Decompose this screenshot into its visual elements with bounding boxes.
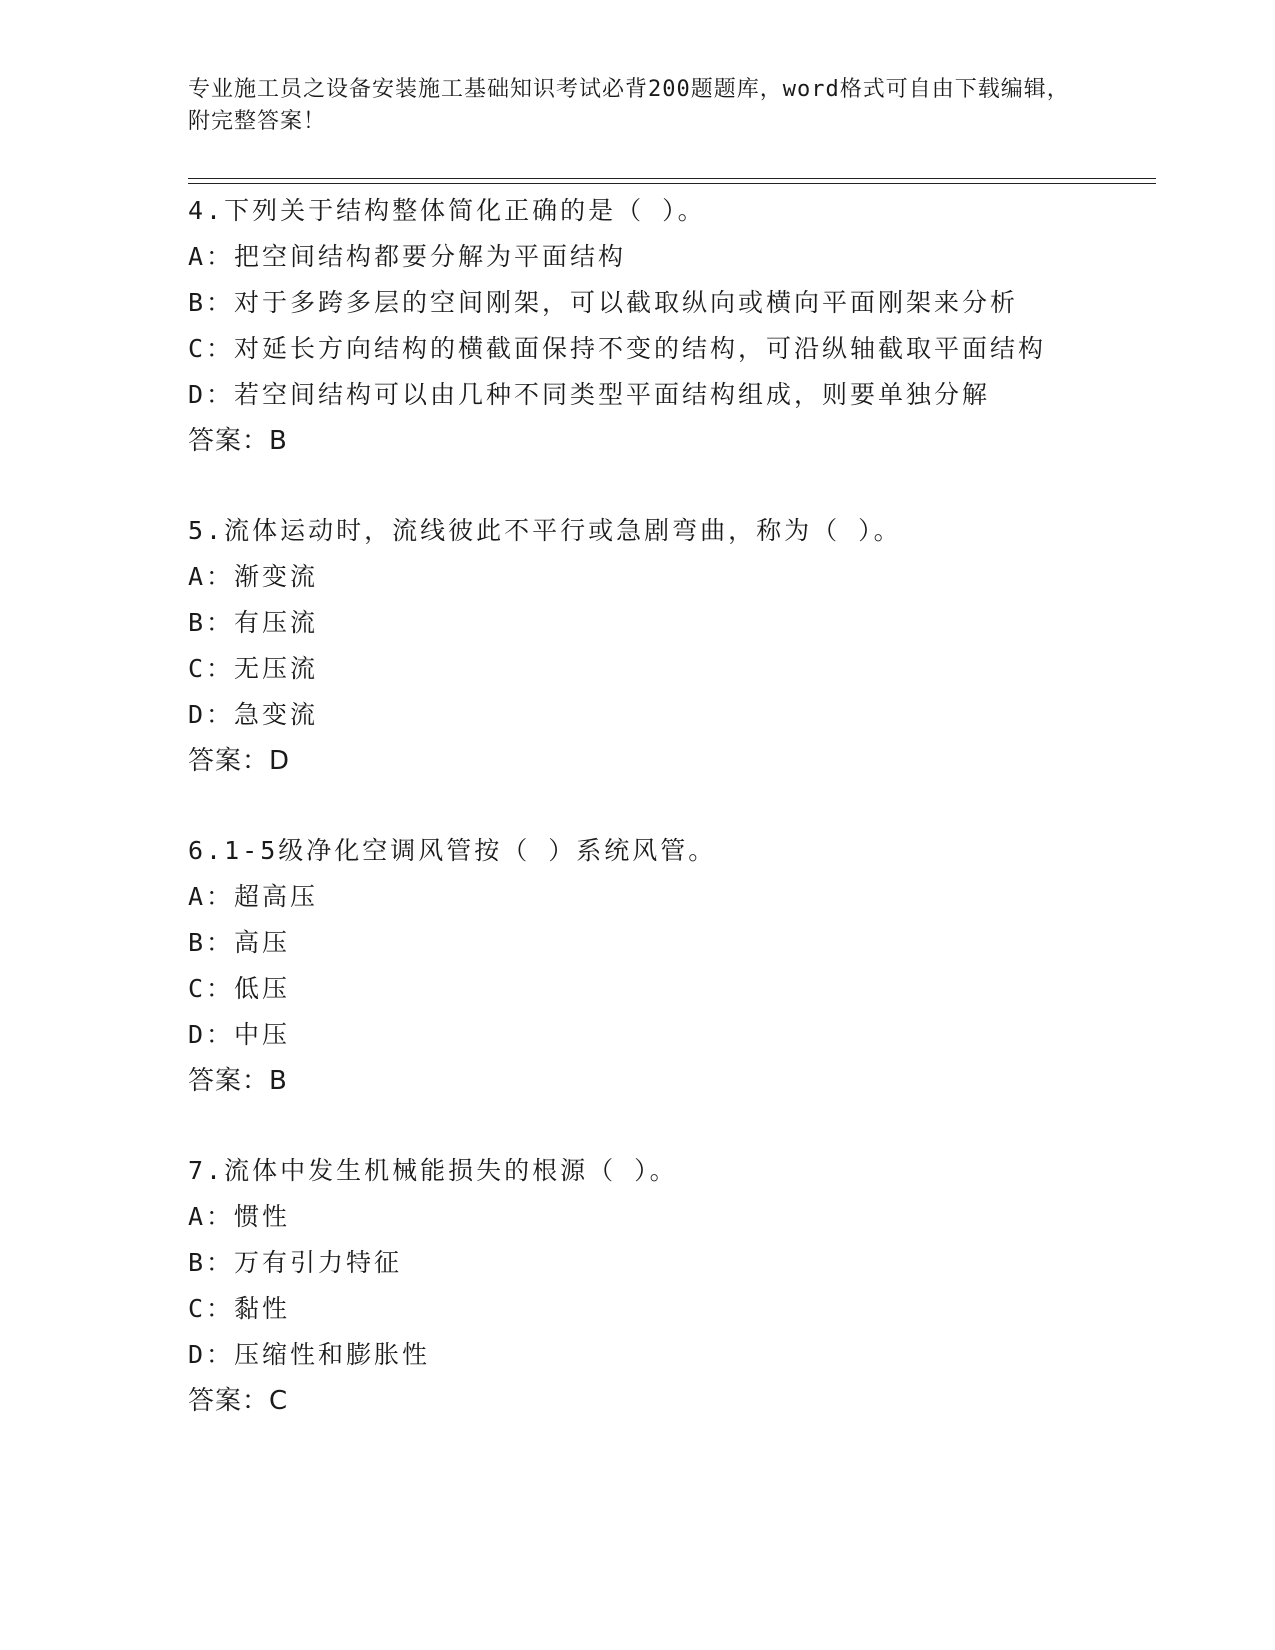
answer-label: 答案：B [188,1066,288,1096]
question-spacer [188,464,1148,508]
question-spacer [188,1104,1148,1148]
option-a: A：超高压 [188,882,319,911]
question-spacer [188,784,1148,828]
option-d: D：急变流 [188,700,319,729]
question-list [188,188,1148,1424]
answer-label: 答案：D [188,746,291,776]
option-c: C：低压 [188,974,291,1003]
option-a: A：把空间结构都要分解为平面结构 [188,242,627,271]
option-b: B：万有引力特征 [188,1248,403,1277]
option-c: C：黏性 [188,1294,291,1323]
question-7 [188,1148,1148,1424]
option-d: D：若空间结构可以由几种不同类型平面结构组成，则要单独分解 [188,380,991,409]
option-d: D：压缩性和膨胀性 [188,1340,431,1369]
question-stem: 4.下列关于结构整体简化正确的是（ ）。 [188,196,706,225]
question-5 [188,508,1148,784]
header-divider-top [188,178,1156,179]
option-d: D：中压 [188,1020,291,1049]
question-stem: 6.1-5级净化空调风管按（ ）系统风管。 [188,836,717,865]
question-stem: 7.流体中发生机械能损失的根源（ ）。 [188,1156,678,1185]
option-b: B：对于多跨多层的空间刚架，可以截取纵向或横向平面刚架来分析 [188,288,1019,317]
option-b: B：高压 [188,928,291,957]
option-a: A：渐变流 [188,562,319,591]
question-4 [188,188,1148,464]
question-6 [188,828,1148,1104]
option-c: C：无压流 [188,654,319,683]
answer-label: 答案：B [188,426,288,456]
header-divider-bottom [188,183,1156,184]
document-header: 专业施工员之设备安装施工基础知识考试必背200题题库，word格式可自由下载编辑，附完整答案！ [188,77,1070,134]
question-stem: 5.流体运动时，流线彼此不平行或急剧弯曲，称为（ ）。 [188,516,902,545]
option-c: C：对延长方向结构的横截面保持不变的结构，可沿纵轴截取平面结构 [188,334,1047,363]
answer-label: 答案：C [188,1386,289,1416]
option-a: A：惯性 [188,1202,291,1231]
option-b: B：有压流 [188,608,319,637]
